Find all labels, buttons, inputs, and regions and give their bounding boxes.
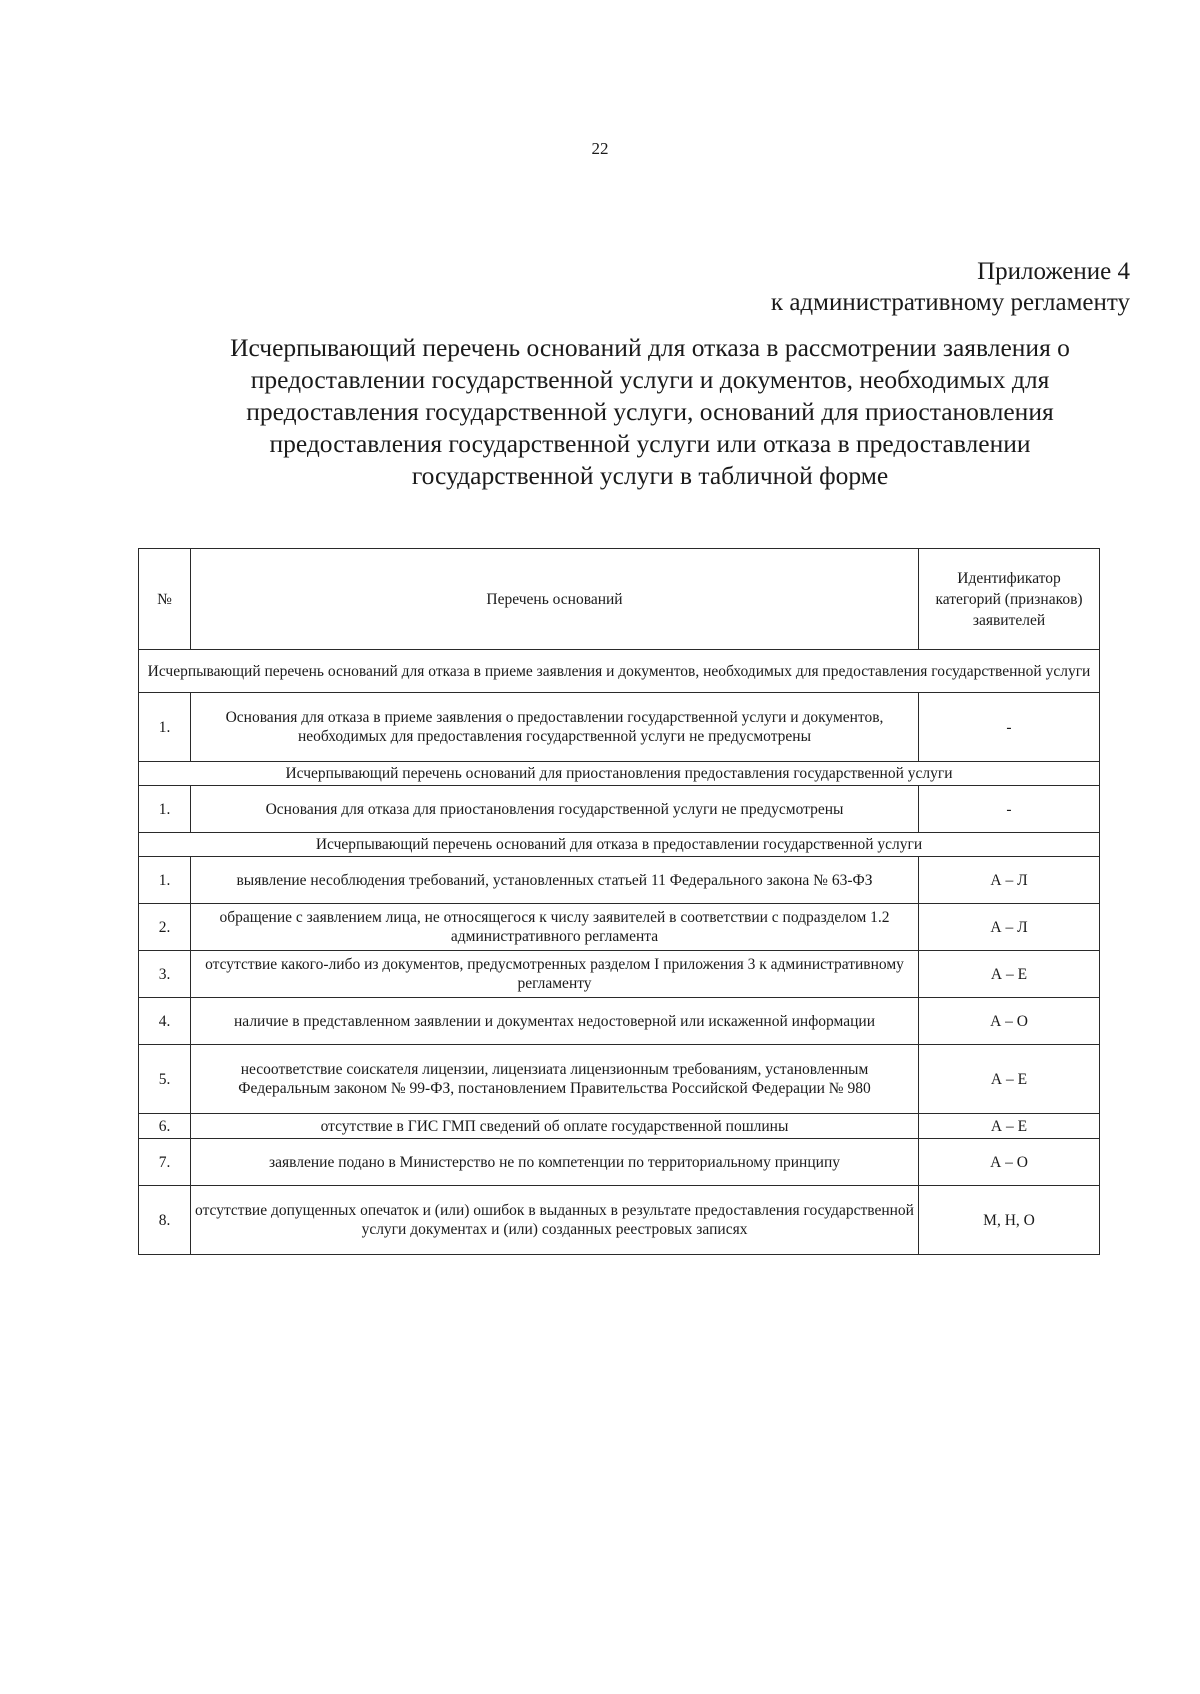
- appendix-heading: [771, 256, 1130, 318]
- table-row: [139, 951, 1100, 998]
- document-title: [185, 332, 1115, 492]
- row-identifier: -: [919, 786, 1100, 833]
- row-num: 8.: [139, 1186, 191, 1255]
- table-row: [139, 786, 1100, 833]
- header-num: №: [139, 549, 191, 650]
- row-ground: отсутствие какого-либо из документов, предусмотренных разделом I приложения 3 к административному регламенту: [191, 951, 919, 998]
- section-heading-row: [139, 833, 1100, 857]
- row-ground: отсутствие в ГИС ГМП сведений об оплате государственной пошлины: [191, 1114, 919, 1139]
- row-num: 1.: [139, 786, 191, 833]
- row-identifier: А – Е: [919, 1114, 1100, 1139]
- header-grounds: Перечень оснований: [191, 549, 919, 650]
- table-row: [139, 998, 1100, 1045]
- row-num: 3.: [139, 951, 191, 998]
- appendix-line-1: Приложение 4: [977, 258, 1130, 285]
- row-num: 6.: [139, 1114, 191, 1139]
- row-identifier: -: [919, 693, 1100, 762]
- row-ground: Основания для отказа для приостановления государственной услуги не предусмотрены: [191, 786, 919, 833]
- row-identifier: А – О: [919, 1139, 1100, 1186]
- row-num: 7.: [139, 1139, 191, 1186]
- row-num: 1.: [139, 693, 191, 762]
- table-row: [139, 1139, 1100, 1186]
- table-row: [139, 904, 1100, 951]
- row-ground: наличие в представленном заявлении и документах недостоверной или искаженной информации: [191, 998, 919, 1045]
- appendix-line-2: к административному регламенту: [770, 289, 1130, 316]
- row-ground: заявление подано в Министерство не по компетенции по территориальному принципу: [191, 1139, 919, 1186]
- table-header-row: [139, 549, 1100, 650]
- title-line: предоставления государственной услуги или отказа в предоставлении: [269, 429, 1031, 458]
- row-ground: несоответствие соискателя лицензии, лицензиата лицензионным требованиям, установленным Федеральным законом № 99-ФЗ, постановлением Правительства Российской Федерации № 980: [191, 1045, 919, 1114]
- grounds-table-container: [138, 548, 1100, 1255]
- header-identifier: Идентификатор категорий (признаков) заявителей: [919, 549, 1100, 650]
- grounds-table: [138, 548, 1100, 1255]
- table-row: [139, 1045, 1100, 1114]
- title-line: Исчерпывающий перечень оснований для отказа в рассмотрении заявления о: [230, 333, 1070, 362]
- table-row: [139, 1186, 1100, 1255]
- row-identifier: А – Л: [919, 857, 1100, 904]
- page-number: 22: [591, 139, 609, 158]
- section-1-heading: Исчерпывающий перечень оснований для отказа в приеме заявления и документов, необходимых для предоставления государственной услуги: [139, 650, 1100, 693]
- row-identifier: А – О: [919, 998, 1100, 1045]
- title-line: государственной услуги в табличной форме: [411, 461, 889, 490]
- section-2-heading: Исчерпывающий перечень оснований для приостановления предоставления государственной услуги: [139, 762, 1100, 786]
- table-row: [139, 857, 1100, 904]
- table-row: [139, 1114, 1100, 1139]
- row-ground: Основания для отказа в приеме заявления о предоставлении государственной услуги и документов, необходимых для предоставления государственной услуги не предусмотрены: [191, 693, 919, 762]
- section-heading-row: [139, 650, 1100, 693]
- row-num: 5.: [139, 1045, 191, 1114]
- title-line: предоставления государственной услуги, оснований для приостановления: [246, 397, 1054, 426]
- section-3-heading: Исчерпывающий перечень оснований для отказа в предоставлении государственной услуги: [139, 833, 1100, 857]
- row-ground: отсутствие допущенных опечаток и (или) ошибок в выданных в результате предоставления государственной услуги документах и (или) созданных реестровых записях: [191, 1186, 919, 1255]
- row-ground: обращение с заявлением лица, не относящегося к числу заявителей в соответствии с подразделом 1.2 административного регламента: [191, 904, 919, 951]
- title-line: предоставлении государственной услуги и документов, необходимых для: [250, 365, 1050, 394]
- row-identifier: А – Е: [919, 951, 1100, 998]
- row-ground: выявление несоблюдения требований, установленных статьей 11 Федерального закона № 63-ФЗ: [191, 857, 919, 904]
- row-num: 4.: [139, 998, 191, 1045]
- section-heading-row: [139, 762, 1100, 786]
- row-num: 1.: [139, 857, 191, 904]
- row-num: 2.: [139, 904, 191, 951]
- table-row: [139, 693, 1100, 762]
- row-identifier: М, Н, О: [919, 1186, 1100, 1255]
- row-identifier: А – Е: [919, 1045, 1100, 1114]
- row-identifier: А – Л: [919, 904, 1100, 951]
